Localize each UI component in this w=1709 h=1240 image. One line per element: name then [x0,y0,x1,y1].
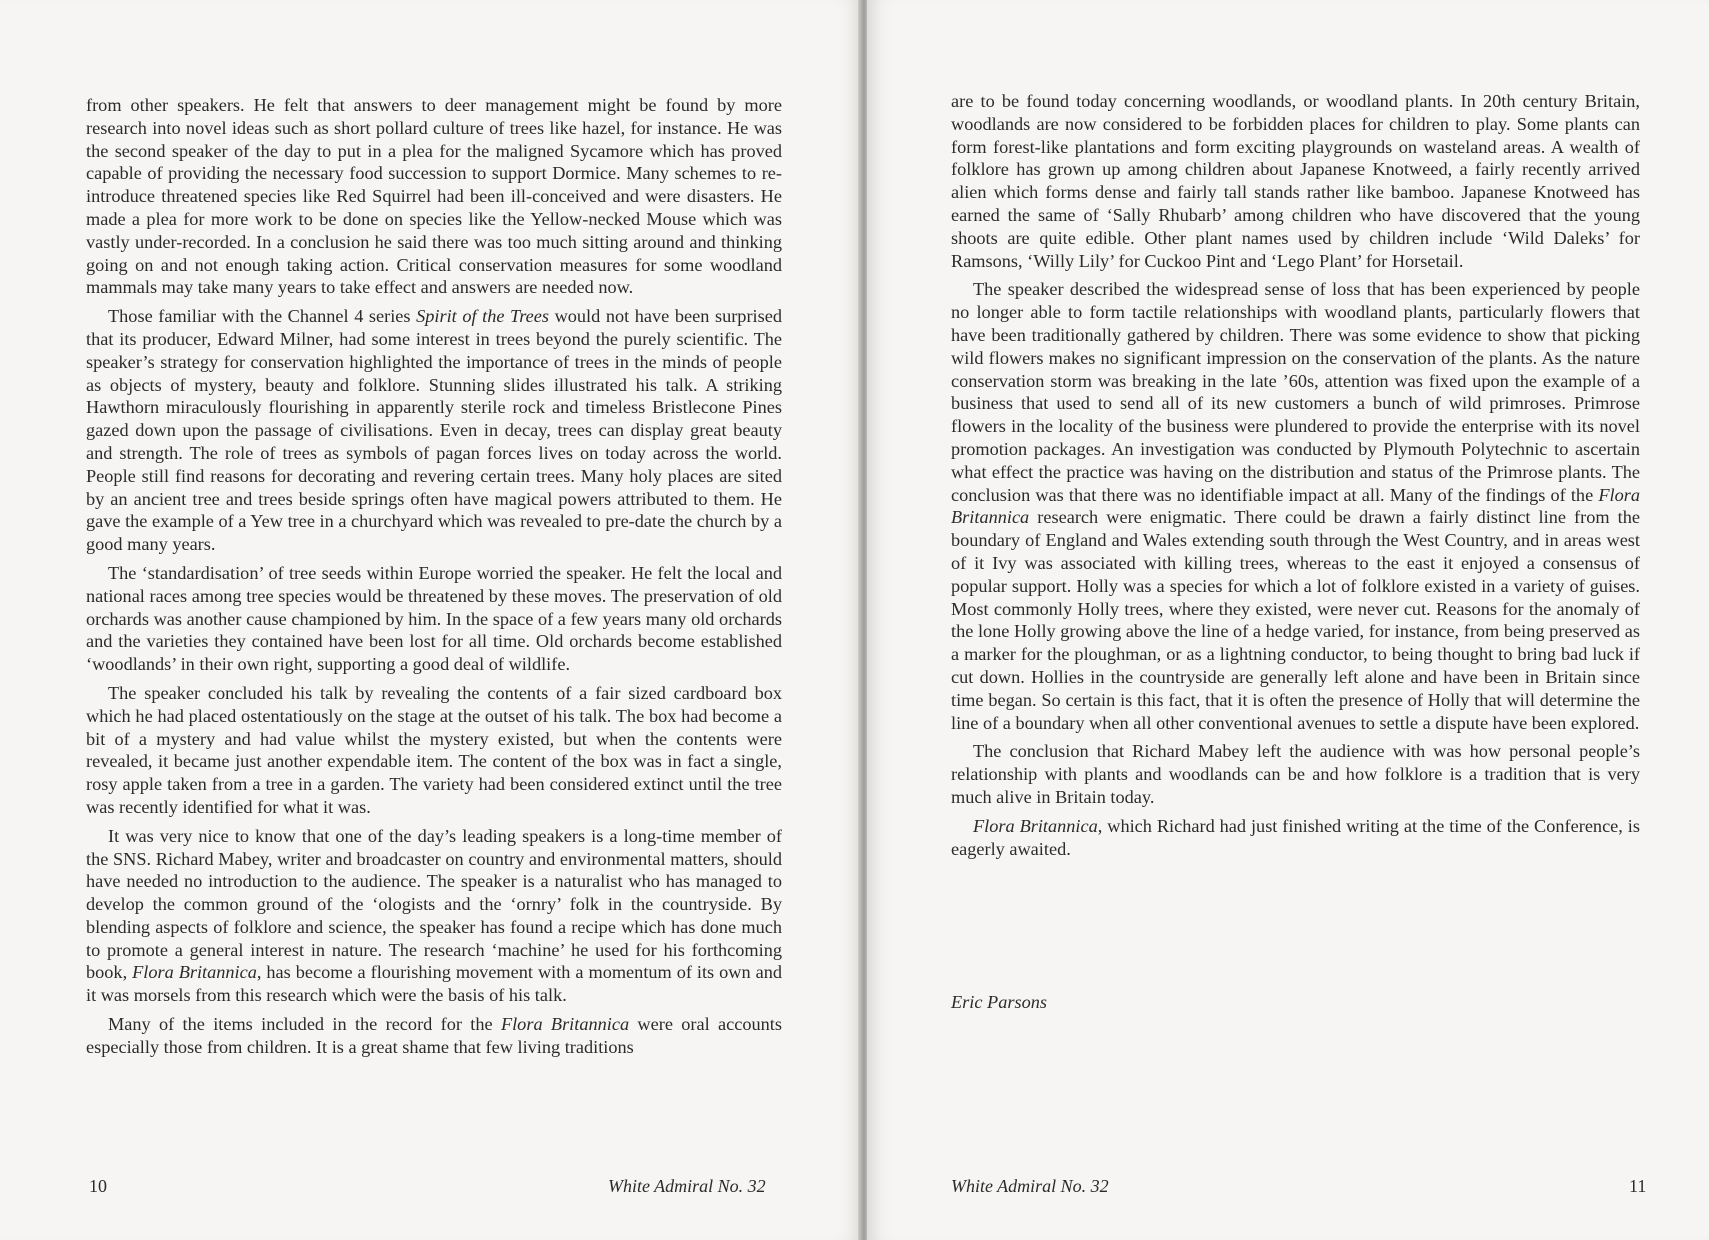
right-page [867,0,1709,1240]
paragraph: Flora Britannica, which Richard had just finished writing at the time of the Conference, is eagerly awaited. [951,815,1640,859]
paragraph: Many of the items included in the record for the Flora Britannica were oral accounts especially those from children. It is a great shame that few living traditions [86,1014,782,1057]
running-footer-right: White Admiral No. 32 [951,1176,1109,1196]
running-footer-left: White Admiral No. 32 [608,1176,766,1196]
paragraph: from other speakers. He felt that answers to deer management might be found by more research into novel ideas such as short pollard culture of trees like hazel, for instance. He was the second speaker of the day to put in a plea for the maligned Sycamore which has proved capable of providing the necessary food succession to support Dormice. Many schemes to re-introduce threatened species like Red Squirrel had been ill-conceived and were disasters. He made a plea for more work to be done on species like the Yellow-necked Mouse which was vastly under-recorded. In a conclusion he said there was too much sitting around and thinking going on and not enough taking action. Critical conservation measures for some woodland mammals may take many years to take effect and answers are needed now. [86,95,782,298]
page-number-right: 11 [1629,1176,1647,1196]
paragraph: The speaker described the widespread sense of loss that has been experienced by people no longer able to form tactile relationships with woodland plants, particularly flowers that have been traditionally gathered by children. There was some evidence to show that picking wild flowers makes no significant impression on the conservation of the plants. As the nature conservation storm was breaking in the late ’60s, attention was fixed upon the example of a business that used to send all of its new customers a bunch of wild primroses. Primrose flowers in the locality of the business were plundered to provide the enterprise with its novel promotion packages. An investigation was conducted by Plymouth Polytechnic to ascertain what effect the practice was having on the distribution and status of the Primrose plants. The conclusion was that there was no identifiable impact at all. Many of the findings of the Flora Britannica research were enigmatic. There could be drawn a fairly distinct line from the boundary of England and Wales extending south through the West Country, and in areas west of it Ivy was associated with killing trees, whereas to the east it enjoyed a consensus of popular support. Holly was a species for which a lot of folklore existed in a variety of guises. Most commonly Holly trees, where they existed, were never cut. Reasons for the anomaly of the lone Holly growing above the line of a hedge varied, for instance, from being preserved as a marker for the ploughman, or as a lightning conductor, to being thought to bring bad luck if cut down. Hollies in the countryside are generally left alone and have been in Britain since time began. So certain is this fact, that it is often the presence of Holly that will determine the line of a boundary when all other conventional avenues to settle a dispute have been explored. [951,279,1640,733]
paragraph: Those familiar with the Channel 4 series Spirit of the Trees would not have been surprised that its producer, Edward Milner, had some interest in trees beyond the purely scientific. The speaker’s strategy for conservation highlighted the importance of trees in the minds of people as objects of mystery, beauty and folklore. Stunning slides illustrated his talk. A striking Hawthorn miraculously flourishing in apparently sterile rock and timeless Bristlecone Pines gazed down upon the passage of civilisations. Even in decay, trees can display great beauty and strength. The role of trees as symbols of pagan forces lives on today across the world. People still find reasons for decorating and revering certain trees. Many holy places are sited by an ancient tree and trees beside springs often have magical powers attributed to them. He gave the example of a Yew tree in a churchyard which was revealed to pre-date the church by a good many years. [86,306,782,555]
italic-title: Spirit of the Trees [416,306,549,327]
italic-title: Flora Britannica [951,484,1640,528]
left-page-body [86,94,782,1065]
page-number-left: 10 [89,1176,107,1196]
author-signature: Eric Parsons [951,992,1047,1012]
paragraph: The speaker concluded his talk by revealing the contents of a fair sized cardboard box which he had placed ostentatiously on the stage at the outset of his talk. The box had become a bit of a mystery and had value whilst the mystery existed, but when the contents were revealed, it became just another expendable item. The content of the box was in fact a single, rosy apple taken from a tree in a garden. The variety had been considered extinct until the tree was recently identified for what it was. [86,682,782,817]
paragraph: are to be found today concerning woodlands, or woodland plants. In 20th century Britain, woodlands are now considered to be forbidden places for children to play. Some plants can form forest-like plantations and form exciting playgrounds on wasteland areas. A wealth of folklore has grown up among children about Japanese Knotweed, a fairly recently arrived alien which forms dense and fairly tall stands rather like bamboo. Japanese Knotweed has earned the same of ‘Sally Rhubarb’ among children who have discovered that the young shoots are quite edible. Other plant names used by children include ‘Wild Daleks’ for Ramsons, ‘Willy Lily’ for Cuckoo Pint and ‘Lego Plant’ for Horsetail. [951,91,1640,271]
paragraph: It was very nice to know that one of the day’s leading speakers is a long-time member of the SNS. Richard Mabey, writer and broadcaster on country and environmental matters, should have needed no introduction to the audience. The speaker is a naturalist who has managed to develop the common ground of the ‘ologists and the ‘ornry’ folk in the countryside. By blending aspects of folklore and science, the speaker has found a recipe which has done much to promote a general interest in nature. The research ‘machine’ he used for his forthcoming book, Flora Britannica, has become a flourishing movement with a momentum of its own and it was morsels from this research which were the basis of his talk. [86,825,782,1006]
italic-title: Flora Britannica [973,815,1098,836]
paragraph: The conclusion that Richard Mabey left the audience with was how personal people’s relationship with plants and woodlands can be and how folklore is a tradition that is very much alive in Britain today. [951,741,1640,807]
right-page-body [951,90,1640,866]
italic-title: Flora Britannica [132,962,257,983]
italic-title: Flora Britannica [500,1014,630,1035]
paragraph: The ‘standardisation’ of tree seeds within Europe worried the speaker. He felt the local and national races among tree species would be threatened by these moves. The preservation of old orchards was another cause championed by him. In the space of a few years many old orchards and the varieties they contained have been lost for all time. Old orchards become established ‘woodlands’ in their own right, supporting a good deal of wildlife. [86,562,782,675]
